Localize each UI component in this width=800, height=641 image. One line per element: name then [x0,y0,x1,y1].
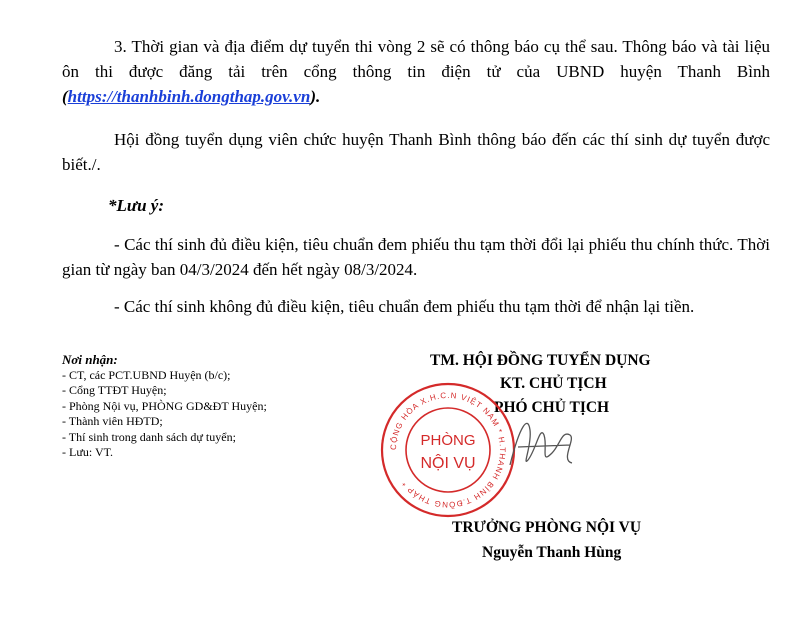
note-item-ineligible: - Các thí sinh không đủ điều kiện, tiêu chuẩn đem phiếu thu tạm thời để nhận lại tiền. [114,297,695,316]
signer-position-line: PHÓ CHỦ TỊCH [494,399,610,416]
handwritten-signature [500,405,585,490]
signer-name: Nguyễn Thanh Hùng [482,544,622,561]
recipients-title: Nơi nhận: [62,352,118,367]
signer-title: TRƯỞNG PHÒNG NỘI VỤ [452,519,642,536]
note-title: *Lưu ý: [108,196,164,215]
official-stamp [378,380,518,520]
recipient-item: - Thí sinh trong danh sách dự tuyển; [62,429,236,444]
recipients-block [62,352,267,461]
link-open-paren: ( [62,87,68,106]
link-close-paren: ). [310,87,321,106]
signer-role-line: KT. CHỦ TỊCH [500,375,607,392]
recipient-item: - Phòng Nội vụ, PHÒNG GD&ĐT Huyện; [62,398,267,413]
stamp-line1: PHÒNG [420,432,476,449]
paragraph-exam-time-location [62,34,770,109]
note-item-eligible: - Các thí sinh đủ điều kiện, tiêu chuẩn đem phiếu thu tạm thời đổi lại phiếu thu chính thức. Thời gian từ ngày ban 04/3/2024 đến hết ngày 08/3/2024. [62,235,770,279]
recipient-item: - CT, các PCT.UBND Huyện (b/c); [62,367,231,382]
portal-link[interactable]: https://thanhbinh.dongthap.gov.vn [67,87,311,106]
stamp-line2: NỘI VỤ [420,455,476,472]
recipient-item: - Thành viên HĐTD; [62,414,163,428]
signer-org-line: TM. HỘI ĐỒNG TUYỂN DỤNG [430,352,651,369]
paragraph-announcement: Hội đồng tuyển dụng viên chức huyện Thanh Bình thông báo đến các thí sinh dự tuyển được biết./. [62,130,770,174]
paragraph-exam-time-text: 3. Thời gian và địa điểm dự tuyển thi vòng 2 sẽ có thông báo cụ thể sau. Thông báo và tài liệu ôn thi được đăng tải trên cổng thông tin điện tử của UBND huyện Thanh Bình [62,37,770,81]
stamp-ring-text: CỘNG HÒA X.H.C.N VIỆT NAM * H.THANH BÌNH T.ĐỒNG THÁP * [388,390,508,510]
recipient-item: - Lưu: VT. [62,445,114,459]
recipient-item: - Cổng TTĐT Huyện; [62,383,167,397]
